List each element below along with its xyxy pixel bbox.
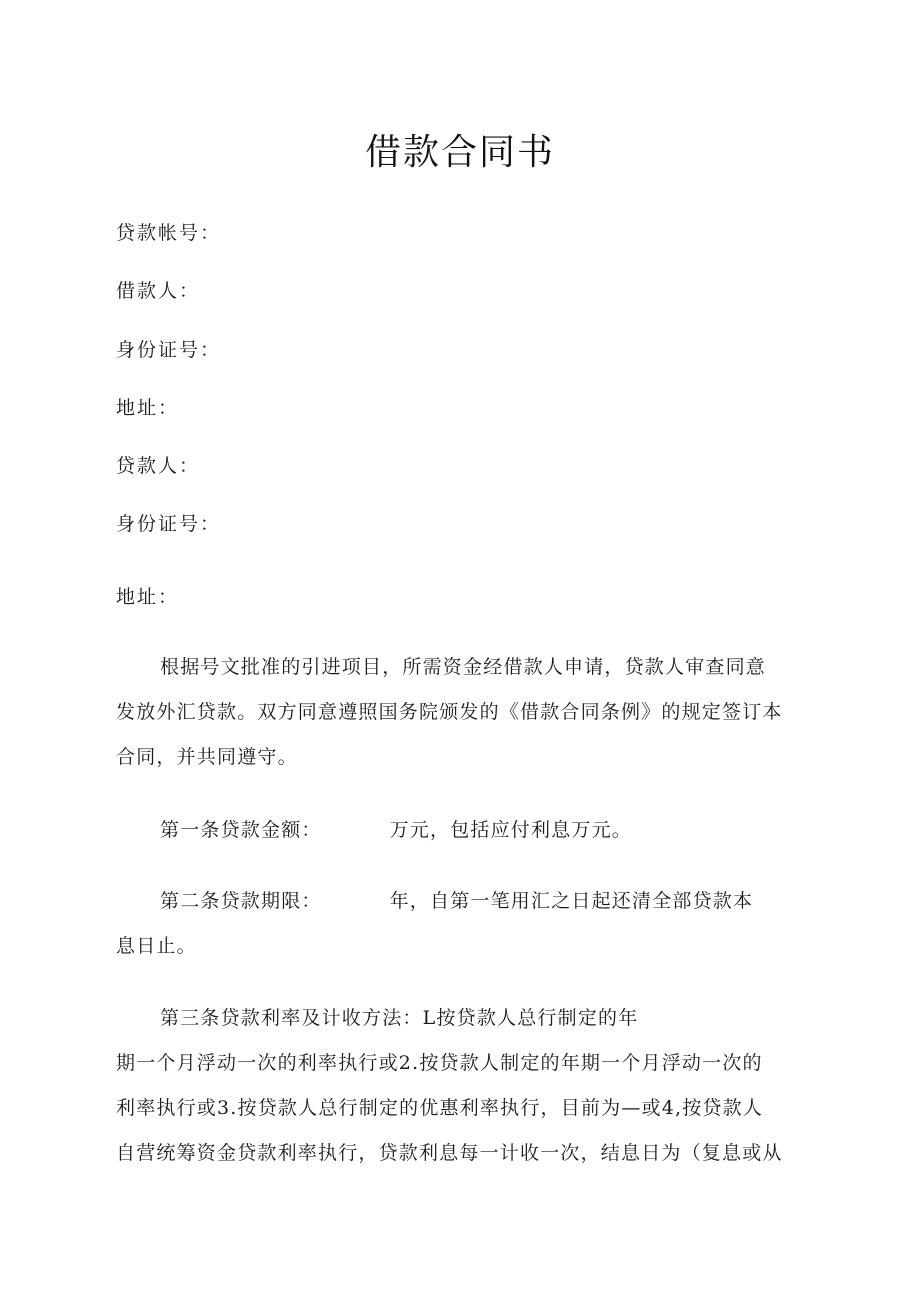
article-3-line: 期一个月浮动一次的利率执行或2.按贷款人制定的年期一个月浮动一次的 (116, 1052, 763, 1074)
article-2-tail: 年，自第一笔用汇之日起还清全部贷款本 (389, 890, 754, 912)
intro-line: 发放外汇贷款。双方同意遵照国务院颁发的《借款合同条例》的规定签订本 (116, 701, 783, 723)
intro-paragraph (116, 645, 822, 780)
article-3-line: 第三条贷款利率及计收方法：L按贷款人总行制定的年 (160, 1007, 639, 1029)
article-2-head: 第二条贷款期限： (160, 890, 322, 912)
borrower-address-label: 地址： (116, 397, 180, 419)
article-1-line (116, 808, 822, 853)
borrower-label: 借款人： (116, 280, 201, 302)
article-1 (116, 808, 822, 853)
article-3-line: 自营统筹资金贷款利率执行，贷款利息每一计收一次，结息日为（复息或从 (116, 1142, 783, 1164)
lender-label: 贷款人： (116, 455, 201, 477)
article-3 (116, 996, 822, 1176)
intro-line: 合同，并共同遵守。 (116, 746, 298, 768)
borrower-id-label: 身份证号： (116, 339, 222, 361)
article-2-line: 息日止。 (116, 935, 197, 957)
article-2 (116, 879, 822, 969)
lender-address-label: 地址： (116, 586, 180, 608)
article-3-line: 利率执行或3.按贷款人总行制定的优惠利率执行，目前为—或4,按贷款人 (116, 1097, 764, 1119)
document-title: 借款合同书 (364, 132, 555, 173)
lender-id-label: 身份证号： (116, 513, 222, 535)
intro-line: 根据号文批准的引进项目，所需资金经借款人申请，贷款人审查同意 (160, 656, 767, 678)
article-2-line (116, 879, 822, 924)
loan-account-label: 贷款帐号： (116, 222, 222, 244)
article-1-head: 第一条贷款金额： (160, 819, 322, 841)
article-1-tail: 万元，包括应付利息万元。 (389, 819, 633, 841)
